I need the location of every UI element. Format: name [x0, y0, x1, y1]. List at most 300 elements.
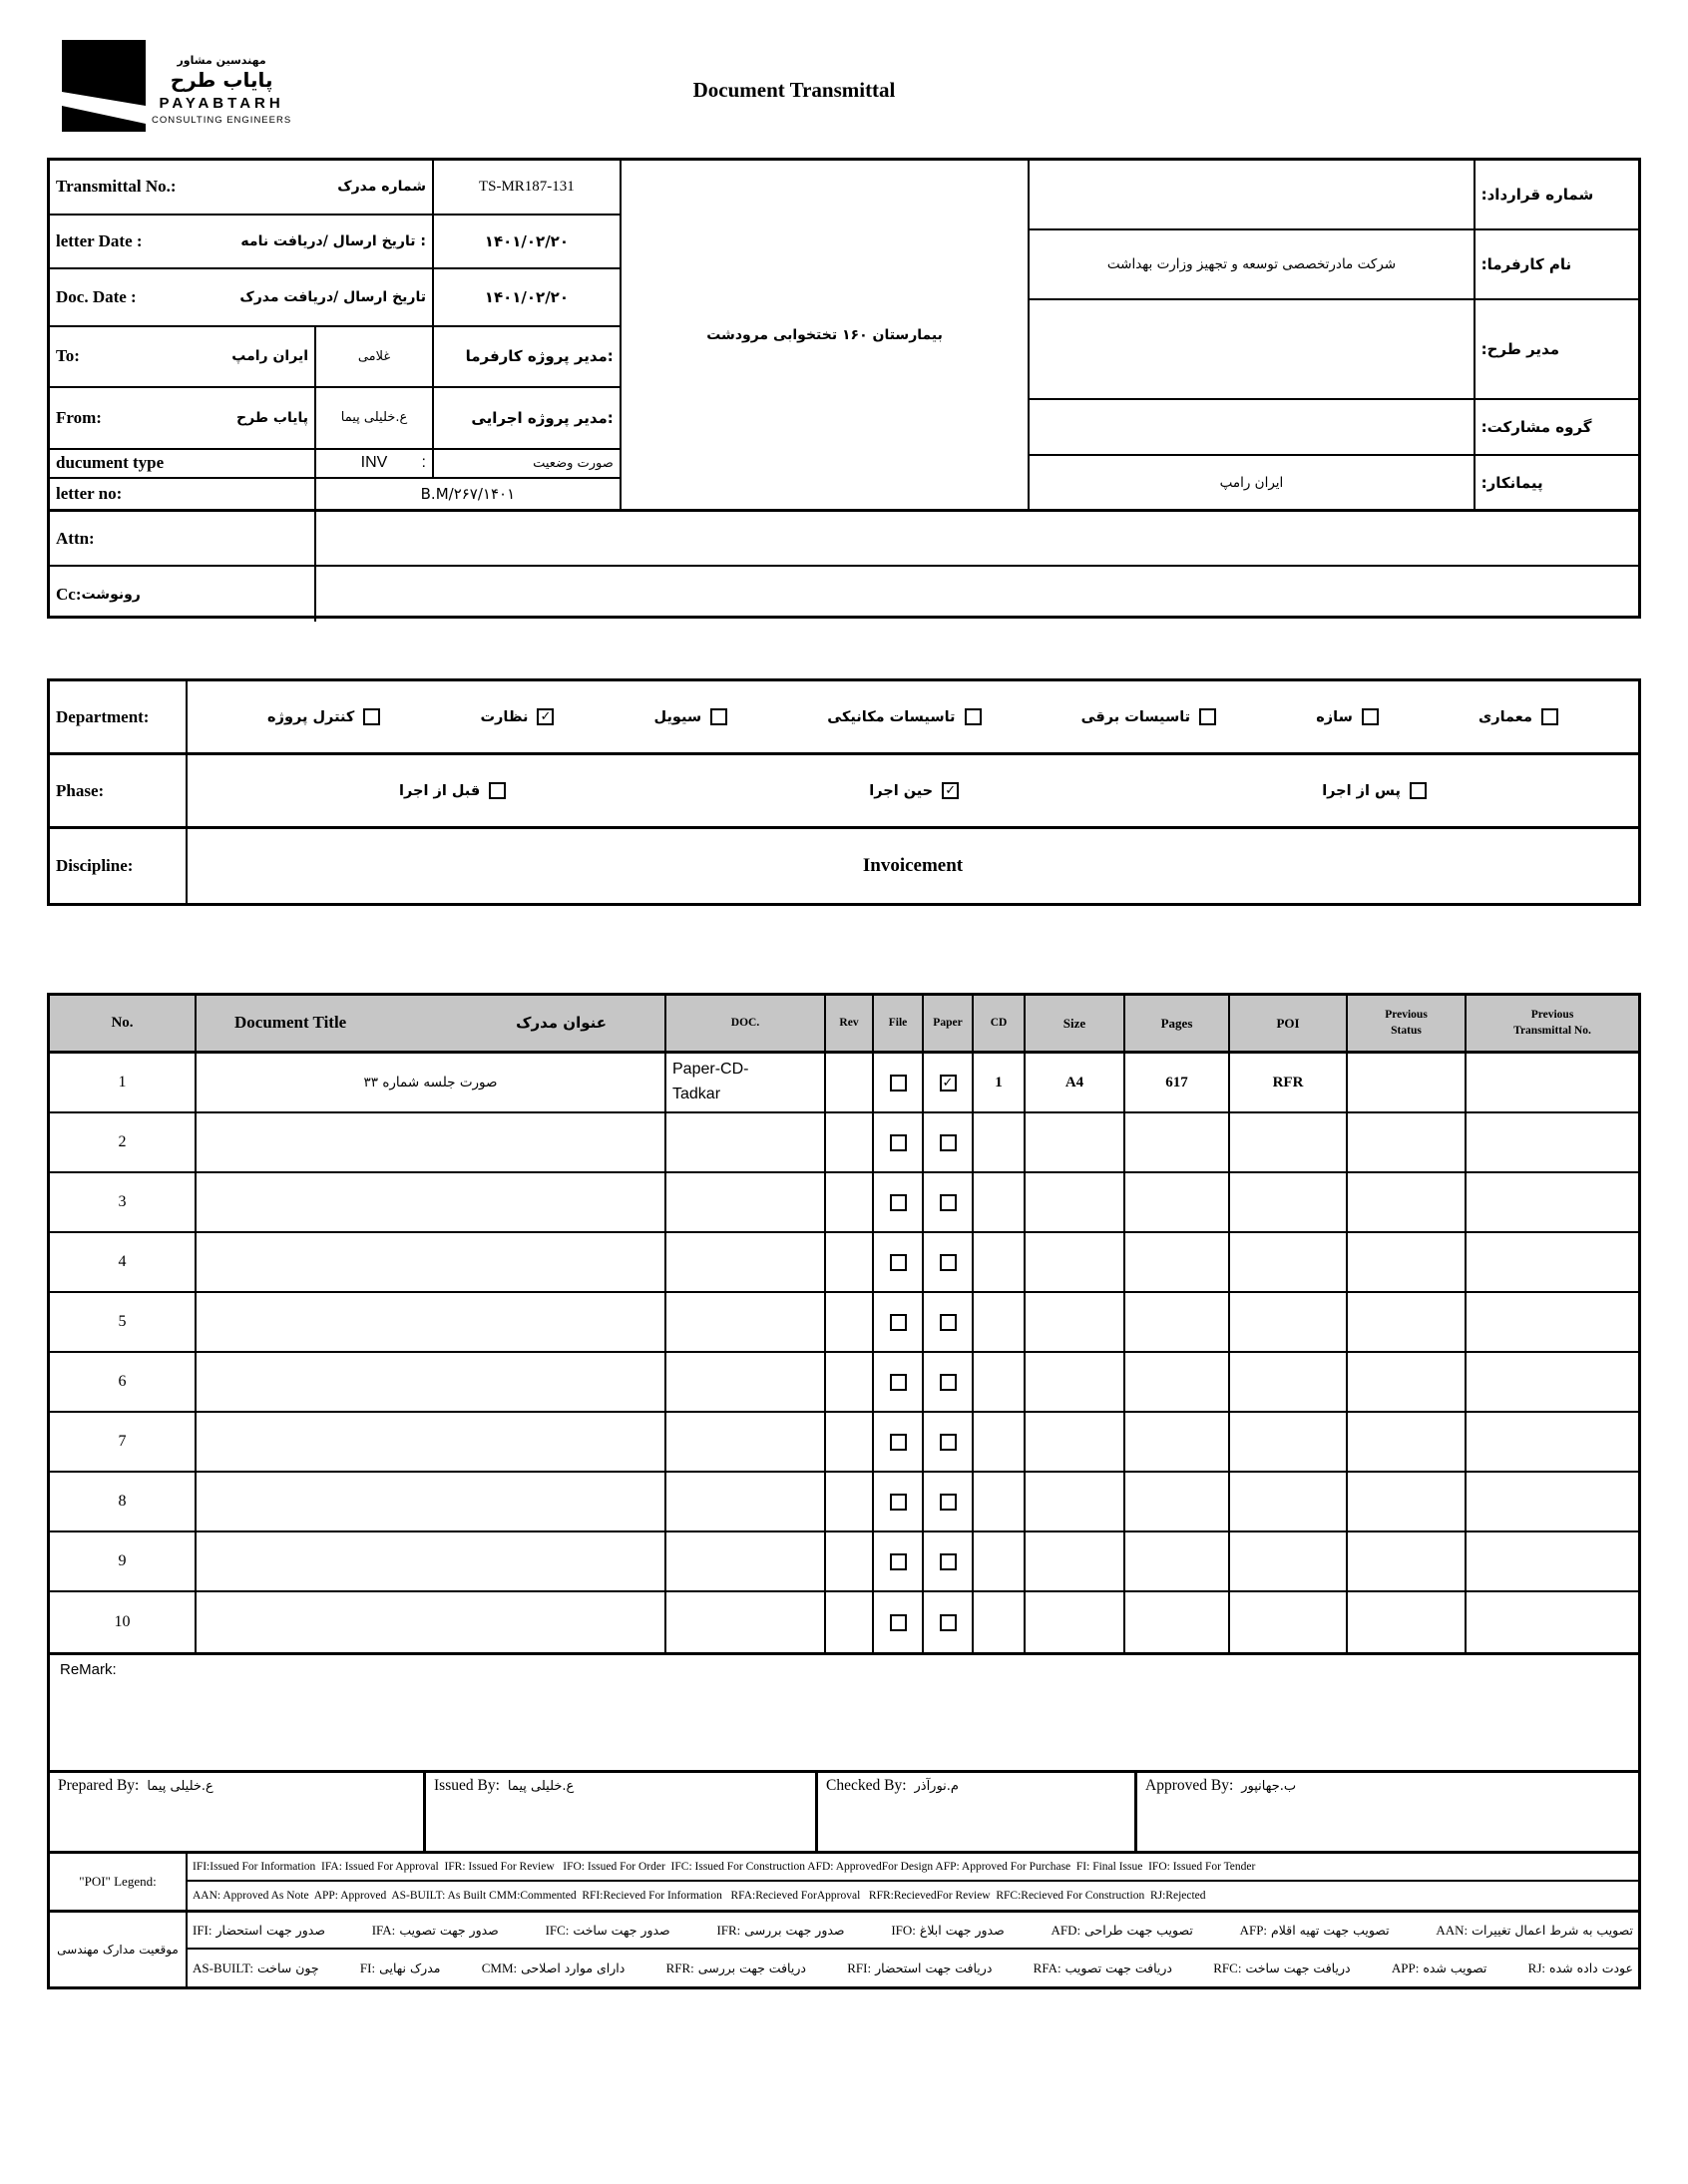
row-8-poi [1230, 1473, 1348, 1532]
status-code: RFC: [1213, 1960, 1242, 1975]
signature-label-3: Approved By: [1145, 1777, 1234, 1794]
row-7-file-cell [874, 1413, 924, 1473]
signature-cell-2 [818, 1773, 1137, 1851]
file-checkbox[interactable] [890, 1553, 907, 1570]
file-checkbox[interactable] [890, 1254, 907, 1271]
status-legend-line2 [188, 1950, 1638, 1986]
classification-table [47, 678, 1641, 906]
logo-fa-name: پایاب طرح [170, 68, 273, 92]
row-8-size [1026, 1473, 1125, 1532]
department-option-label: سیویل [653, 708, 702, 725]
client-pm-label: مدیر پروژه کارفرما: [465, 347, 614, 366]
letter-date-row [50, 216, 620, 270]
col-header-title-fa: عنوان مدرک [516, 1014, 607, 1033]
row-4-doc [666, 1233, 826, 1293]
doc-date-row [50, 269, 620, 327]
remark-label: ReMark: [60, 1661, 117, 1678]
row-4-prev-status [1348, 1233, 1467, 1293]
row-5-size [1026, 1293, 1125, 1353]
row-3-doc [666, 1173, 826, 1233]
row-7-no: 7 [50, 1413, 197, 1473]
to-row [50, 327, 620, 388]
paper-checkbox[interactable] [940, 1553, 957, 1570]
status-code: AFP: [1239, 1922, 1268, 1938]
contract-info-label-0: شماره قرارداد: [1476, 161, 1638, 230]
checkbox-icon[interactable] [710, 708, 727, 725]
row-10-prev-status [1348, 1592, 1467, 1652]
col-header-prev-transmittal-text: Previous Transmittal No. [1513, 1008, 1591, 1037]
row-2-cd [974, 1113, 1026, 1173]
status-description: صدور جهت بررسی [744, 1923, 845, 1938]
contract-info-label-1: نام کارفرما: [1476, 230, 1638, 300]
status-code: IFR: [716, 1922, 741, 1938]
status-legend-item [666, 1961, 806, 1976]
file-checkbox[interactable] [890, 1194, 907, 1211]
status-description: تصویب جهت طراحی [1084, 1923, 1193, 1938]
status-legend-item [1436, 1923, 1633, 1939]
row-5-file-cell [874, 1293, 924, 1353]
row-6-file-cell [874, 1353, 924, 1413]
row-9-rev [826, 1532, 874, 1592]
row-9-file-cell [874, 1532, 924, 1592]
col-header-size: Size [1026, 996, 1125, 1054]
row-5-poi [1230, 1293, 1348, 1353]
col-header-prev-status-text: Previous Status [1385, 1008, 1428, 1037]
row-8-rev [826, 1473, 874, 1532]
status-legend-line1 [188, 1913, 1638, 1950]
row-7-poi [1230, 1413, 1348, 1473]
row-2-title [197, 1113, 666, 1173]
status-legend-item [1528, 1961, 1633, 1976]
from-label: From: [56, 407, 102, 427]
row-1-prev-transmittal [1467, 1054, 1638, 1113]
status-description: صدور جهت ساخت [573, 1923, 670, 1938]
row-3-rev [826, 1173, 874, 1233]
row-7-rev [826, 1413, 874, 1473]
row-1-paper-cell [924, 1054, 974, 1113]
row-6-poi [1230, 1353, 1348, 1413]
row-2-rev [826, 1113, 874, 1173]
row-3-cd [974, 1173, 1026, 1233]
status-description: تصویب به شرط اعمال تغییرات [1472, 1923, 1633, 1938]
letter-date-label-fa: تاریخ ارسال /دریافت نامه : [240, 232, 426, 249]
poi-legend-label: "POI" Legend: [50, 1854, 188, 1910]
phase-row [50, 755, 1638, 829]
document-table [47, 993, 1641, 1655]
row-5-rev [826, 1293, 874, 1353]
row-8-title [197, 1473, 666, 1532]
signature-cell-3 [1137, 1773, 1638, 1851]
contract-info-label-3: گروه مشارکت: [1476, 400, 1638, 456]
status-code: RJ: [1527, 1960, 1546, 1975]
department-label: Department: [50, 681, 188, 752]
transmittal-no-label-en: Transmittal No.: [56, 177, 177, 197]
status-legend-item [193, 1961, 319, 1976]
poi-legend-line1: IFI:Issued For Information IFA: Issued For Approval IFR: Issued For Review IFO: Issued For Order IFC: Issued For Construction AFD: ApprovedFor Design AFP: Approved For Purchase FI: Final Issue IFO: Issued For Tender [188, 1854, 1638, 1882]
row-3-poi [1230, 1173, 1348, 1233]
status-legend-item [847, 1961, 992, 1976]
status-code: RFI: [847, 1960, 872, 1975]
col-header-title [197, 996, 666, 1054]
header-table [47, 158, 1641, 619]
file-checkbox[interactable] [890, 1434, 907, 1451]
contract-info-value-2 [1030, 300, 1473, 400]
row-6-doc [666, 1353, 826, 1413]
row-4-pages [1125, 1233, 1230, 1293]
signature-row [47, 1770, 1641, 1854]
phase-option-label: حین اجرا [869, 782, 934, 799]
document-type-row [50, 450, 620, 480]
letter-date-value: ۱۴۰۱/۰۲/۲۰ [484, 231, 569, 250]
col-header-file: File [874, 996, 924, 1054]
department-option-label: سازه [1316, 708, 1353, 725]
remark-box[interactable] [47, 1655, 1641, 1773]
row-1-poi: RFR [1230, 1054, 1348, 1113]
row-4-poi [1230, 1233, 1348, 1293]
col-header-rev: Rev [826, 996, 874, 1054]
status-code: APP: [1391, 1960, 1420, 1975]
row-9-title [197, 1532, 666, 1592]
status-description: تصویب شده [1423, 1961, 1487, 1975]
row-8-no: 8 [50, 1473, 197, 1532]
document-list-section [47, 993, 1641, 1989]
status-code: RFA: [1033, 1960, 1061, 1975]
status-code: IFC: [545, 1922, 570, 1938]
phase-option-label: قبل از اجرا [399, 782, 481, 799]
signature-name-3: ب.جهانپور [1241, 1779, 1297, 1794]
contract-info-label-4: پیمانکار: [1480, 473, 1543, 492]
status-description: صدور جهت ابلاغ [919, 1923, 1005, 1938]
department-option-label: تاسیسات برقی [1080, 708, 1191, 725]
row-2-paper-cell [924, 1113, 974, 1173]
row-3-prev-transmittal [1467, 1173, 1638, 1233]
col-header-pages: Pages [1125, 996, 1230, 1054]
from-person: ع.خلیلی پیما [316, 388, 434, 447]
status-code: AS-BUILT: [193, 1960, 253, 1975]
row-3-prev-status [1348, 1173, 1467, 1233]
file-checkbox[interactable] [890, 1614, 907, 1631]
department-option-6 [1478, 708, 1558, 725]
status-description: صدور جهت تصویب [399, 1923, 499, 1938]
from-row [50, 388, 620, 449]
row-8-cd [974, 1473, 1026, 1532]
row-5-title [197, 1293, 666, 1353]
row-4-no: 4 [50, 1233, 197, 1293]
row-8-doc [666, 1473, 826, 1532]
letter-no-value: B.M/۲۶۷/۱۴۰۱ [420, 485, 516, 504]
department-option-label: کنترل پروژه [267, 708, 355, 725]
row-9-paper-cell [924, 1532, 974, 1592]
row-7-prev-status [1348, 1413, 1467, 1473]
row-9-cd [974, 1532, 1026, 1592]
signature-label-1: Issued By: [434, 1777, 500, 1794]
paper-checkbox[interactable] [940, 1134, 957, 1151]
paper-checkbox[interactable] [940, 1374, 957, 1391]
row-2-poi [1230, 1113, 1348, 1173]
status-code: IFA: [371, 1922, 396, 1938]
col-header-doc: DOC. [666, 996, 826, 1054]
status-description: مدرک نهایی [379, 1961, 441, 1975]
row-9-no: 9 [50, 1532, 197, 1592]
row-10-no: 10 [50, 1592, 197, 1652]
status-description: دریافت جهت استحضار [875, 1961, 993, 1975]
row-10-pages [1125, 1592, 1230, 1652]
status-code: CMM: [481, 1960, 518, 1975]
contract-info-value-0 [1030, 161, 1473, 230]
cc-value-field[interactable] [316, 567, 1638, 622]
status-legend-item [1034, 1961, 1172, 1976]
status-legend-label: موقعیت مدارک مهندسی [50, 1913, 188, 1986]
checkbox-icon[interactable] [942, 782, 959, 799]
status-legend-item [193, 1923, 325, 1939]
document-type-value: INV [360, 454, 388, 472]
paper-checkbox[interactable] [940, 1075, 957, 1092]
paper-checkbox[interactable] [940, 1494, 957, 1511]
checkbox-icon[interactable] [1362, 708, 1379, 725]
row-2-doc [666, 1113, 826, 1173]
row-8-paper-cell [924, 1473, 974, 1532]
checkbox-icon[interactable] [363, 708, 380, 725]
row-7-title [197, 1413, 666, 1473]
contract-info-value-4: ایران رامپ [1219, 474, 1284, 491]
department-option-2 [654, 708, 728, 725]
row-1-no: 1 [50, 1054, 197, 1113]
transmittal-no-label-fa: شماره مدرک [337, 179, 426, 196]
file-checkbox[interactable] [890, 1134, 907, 1151]
to-value-fa: ایران رامپ [231, 348, 308, 365]
row-7-prev-transmittal [1467, 1413, 1638, 1473]
cc-label-fa: رونوشت [81, 586, 141, 603]
row-9-size [1026, 1532, 1125, 1592]
status-legend-item [716, 1923, 844, 1939]
row-9-poi [1230, 1532, 1348, 1592]
file-checkbox[interactable] [890, 1374, 907, 1391]
paper-checkbox[interactable] [940, 1254, 957, 1271]
logo-company-subtitle: CONSULTING ENGINEERS [152, 115, 292, 126]
row-6-pages [1125, 1353, 1230, 1413]
row-2-no: 2 [50, 1113, 197, 1173]
row-10-prev-transmittal [1467, 1592, 1638, 1652]
cc-row [50, 567, 1638, 622]
discipline-row [50, 829, 1638, 903]
file-checkbox[interactable] [890, 1314, 907, 1331]
paper-checkbox[interactable] [940, 1434, 957, 1451]
attn-value-field[interactable] [316, 512, 1638, 565]
row-8-prev-transmittal [1467, 1473, 1638, 1532]
status-legend-item [1051, 1923, 1192, 1939]
signature-cell-1 [426, 1773, 818, 1851]
department-option-0 [267, 708, 380, 725]
status-code: RFR: [665, 1960, 694, 1975]
doc-date-value: ۱۴۰۱/۰۲/۲۰ [484, 287, 569, 306]
signature-name-1: ع.خلیلی پیما [507, 1779, 575, 1794]
status-description: عودت داده شده [1549, 1961, 1633, 1975]
phase-option-1 [869, 782, 959, 799]
row-6-title [197, 1353, 666, 1413]
logo-fa-tagline: مهندسین مشاور [177, 54, 266, 67]
row-3-no: 3 [50, 1173, 197, 1233]
row-5-no: 5 [50, 1293, 197, 1353]
row-10-cd [974, 1592, 1026, 1652]
row-7-doc [666, 1413, 826, 1473]
row-4-title [197, 1233, 666, 1293]
status-legend-item [546, 1923, 670, 1939]
contract-info-value-3 [1030, 400, 1473, 456]
row-7-paper-cell [924, 1413, 974, 1473]
phase-label: Phase: [50, 755, 188, 826]
row-4-paper-cell [924, 1233, 974, 1293]
document-type-fa: صورت وضعیت [533, 455, 614, 471]
row-2-prev-transmittal [1467, 1113, 1638, 1173]
poi-legend-line2: AAN: Approved As Note APP: Approved AS-BUILT: As Built CMM:Commented RFI:Recieved For Information RFA:Recieved ForApproval RFR:RecievedFor Review RFC:Recieved For Construction RJ:Rejected [193, 1890, 1206, 1902]
discipline-value: Invoicement [862, 855, 964, 876]
letter-date-label-en: letter Date : [56, 230, 143, 250]
department-option-label: تاسیسات مکانیکی [827, 708, 956, 725]
row-1-rev [826, 1054, 874, 1113]
page-title: Document Transmittal [692, 78, 896, 102]
col-header-paper: Paper [924, 996, 974, 1054]
department-option-1 [480, 708, 554, 725]
transmittal-no-value: TS-MR187-131 [478, 178, 575, 195]
doc-date-label-fa: تاریخ ارسال /دریافت مدرک [239, 288, 426, 305]
row-1-file-cell [874, 1054, 924, 1113]
row-1-pages: 617 [1125, 1054, 1230, 1113]
signature-name-0: ع.خلیلی پیما [147, 1779, 213, 1794]
row-1-doc-text: Paper-CD-Tadkar [672, 1061, 749, 1102]
paper-checkbox[interactable] [940, 1614, 957, 1631]
status-legend-block [47, 1910, 1641, 1989]
row-2-size [1026, 1113, 1125, 1173]
row-6-prev-transmittal [1467, 1353, 1638, 1413]
row-4-prev-transmittal [1467, 1233, 1638, 1293]
row-5-doc [666, 1293, 826, 1353]
row-2-pages [1125, 1113, 1230, 1173]
department-option-5 [1316, 708, 1379, 725]
letter-no-row [50, 479, 620, 509]
checkbox-icon[interactable] [537, 708, 554, 725]
status-code: FI: [359, 1960, 376, 1975]
signature-name-2: م.نورآذر [914, 1779, 959, 1794]
signature-label-0: Prepared By: [58, 1777, 140, 1794]
checkbox-icon[interactable] [1410, 782, 1427, 799]
department-option-label: نظارت [480, 708, 529, 725]
row-10-poi [1230, 1592, 1348, 1652]
status-description: دریافت جهت بررسی [697, 1961, 806, 1975]
discipline-label: Discipline: [50, 829, 188, 903]
status-code: AAN: [1436, 1922, 1469, 1938]
phase-options [188, 755, 1638, 826]
col-header-no: No. [50, 996, 197, 1054]
row-3-file-cell [874, 1173, 924, 1233]
attn-row [50, 512, 1638, 567]
row-6-cd [974, 1353, 1026, 1413]
row-5-paper-cell [924, 1293, 974, 1353]
row-3-pages [1125, 1173, 1230, 1233]
checkbox-icon[interactable] [1199, 708, 1216, 725]
signature-label-2: Checked By: [826, 1777, 907, 1794]
status-description: دریافت جهت تصویب [1064, 1961, 1172, 1975]
to-label: To: [56, 346, 80, 366]
col-header-prev-transmittal [1467, 996, 1638, 1054]
department-option-4 [1081, 708, 1217, 725]
row-5-prev-status [1348, 1293, 1467, 1353]
contract-info-values [1030, 161, 1475, 509]
signature-cell-0 [50, 1773, 426, 1851]
attn-label: Attn: [50, 512, 316, 565]
letter-no-label: letter no: [56, 484, 123, 504]
status-legend-item [1240, 1923, 1390, 1939]
row-8-pages [1125, 1473, 1230, 1532]
status-description: صدور جهت استحضار [215, 1923, 325, 1938]
department-option-label: معماری [1477, 708, 1532, 725]
file-checkbox[interactable] [890, 1494, 907, 1511]
status-description: چون ساخت [257, 1961, 319, 1975]
row-3-paper-cell [924, 1173, 974, 1233]
status-legend-item [482, 1961, 626, 1976]
checkbox-icon[interactable] [489, 782, 506, 799]
paper-checkbox[interactable] [940, 1194, 957, 1211]
doc-date-label-en: Doc. Date : [56, 286, 137, 306]
status-legend-item [1213, 1961, 1350, 1976]
cc-label-en: Cc: [56, 584, 82, 604]
row-3-size [1026, 1173, 1125, 1233]
row-5-prev-transmittal [1467, 1293, 1638, 1353]
contract-info-labels [1476, 161, 1638, 509]
row-10-title [197, 1592, 666, 1652]
row-6-paper-cell [924, 1353, 974, 1413]
row-7-size [1026, 1413, 1125, 1473]
row-4-cd [974, 1233, 1026, 1293]
row-6-no: 6 [50, 1353, 197, 1413]
row-7-cd [974, 1413, 1026, 1473]
col-header-poi: POI [1230, 996, 1348, 1054]
row-4-size [1026, 1233, 1125, 1293]
row-9-pages [1125, 1532, 1230, 1592]
contract-info-label-2: مدیر طرح: [1476, 300, 1638, 400]
file-checkbox[interactable] [890, 1075, 907, 1092]
checkbox-icon[interactable] [965, 708, 982, 725]
col-header-cd: CD [974, 996, 1026, 1054]
row-8-file-cell [874, 1473, 924, 1532]
row-1-doc [666, 1054, 826, 1113]
row-9-prev-status [1348, 1532, 1467, 1592]
document-type-label: ducument type [56, 453, 165, 473]
status-description: دریافت جهت ساخت [1245, 1961, 1351, 1975]
phase-option-label: پس از اجرا [1322, 782, 1401, 799]
row-10-rev [826, 1592, 874, 1652]
row-1-prev-status [1348, 1054, 1467, 1113]
department-option-3 [827, 708, 981, 725]
paper-checkbox[interactable] [940, 1314, 957, 1331]
row-5-cd [974, 1293, 1026, 1353]
phase-option-2 [1322, 782, 1427, 799]
status-description: تصویب جهت تهیه اقلام [1271, 1923, 1390, 1938]
contract-info-value-1: شرکت مادرتخصصی توسعه و تجهیز وزارت بهداشت [1030, 230, 1473, 300]
transmittal-no-row [50, 161, 620, 216]
row-6-rev [826, 1353, 874, 1413]
project-name: بیمارستان ۱۶۰ تختخوابی مرودشت [622, 161, 1031, 509]
checkbox-icon[interactable] [1541, 708, 1558, 725]
row-9-doc [666, 1532, 826, 1592]
row-4-rev [826, 1233, 874, 1293]
col-header-title-en: Document Title [234, 1013, 347, 1033]
col-header-prev-status [1348, 996, 1467, 1054]
row-6-size [1026, 1353, 1125, 1413]
status-legend-item [372, 1923, 499, 1939]
poi-legend-block [47, 1851, 1641, 1913]
to-person: غلامی [316, 327, 434, 386]
row-4-file-cell [874, 1233, 924, 1293]
